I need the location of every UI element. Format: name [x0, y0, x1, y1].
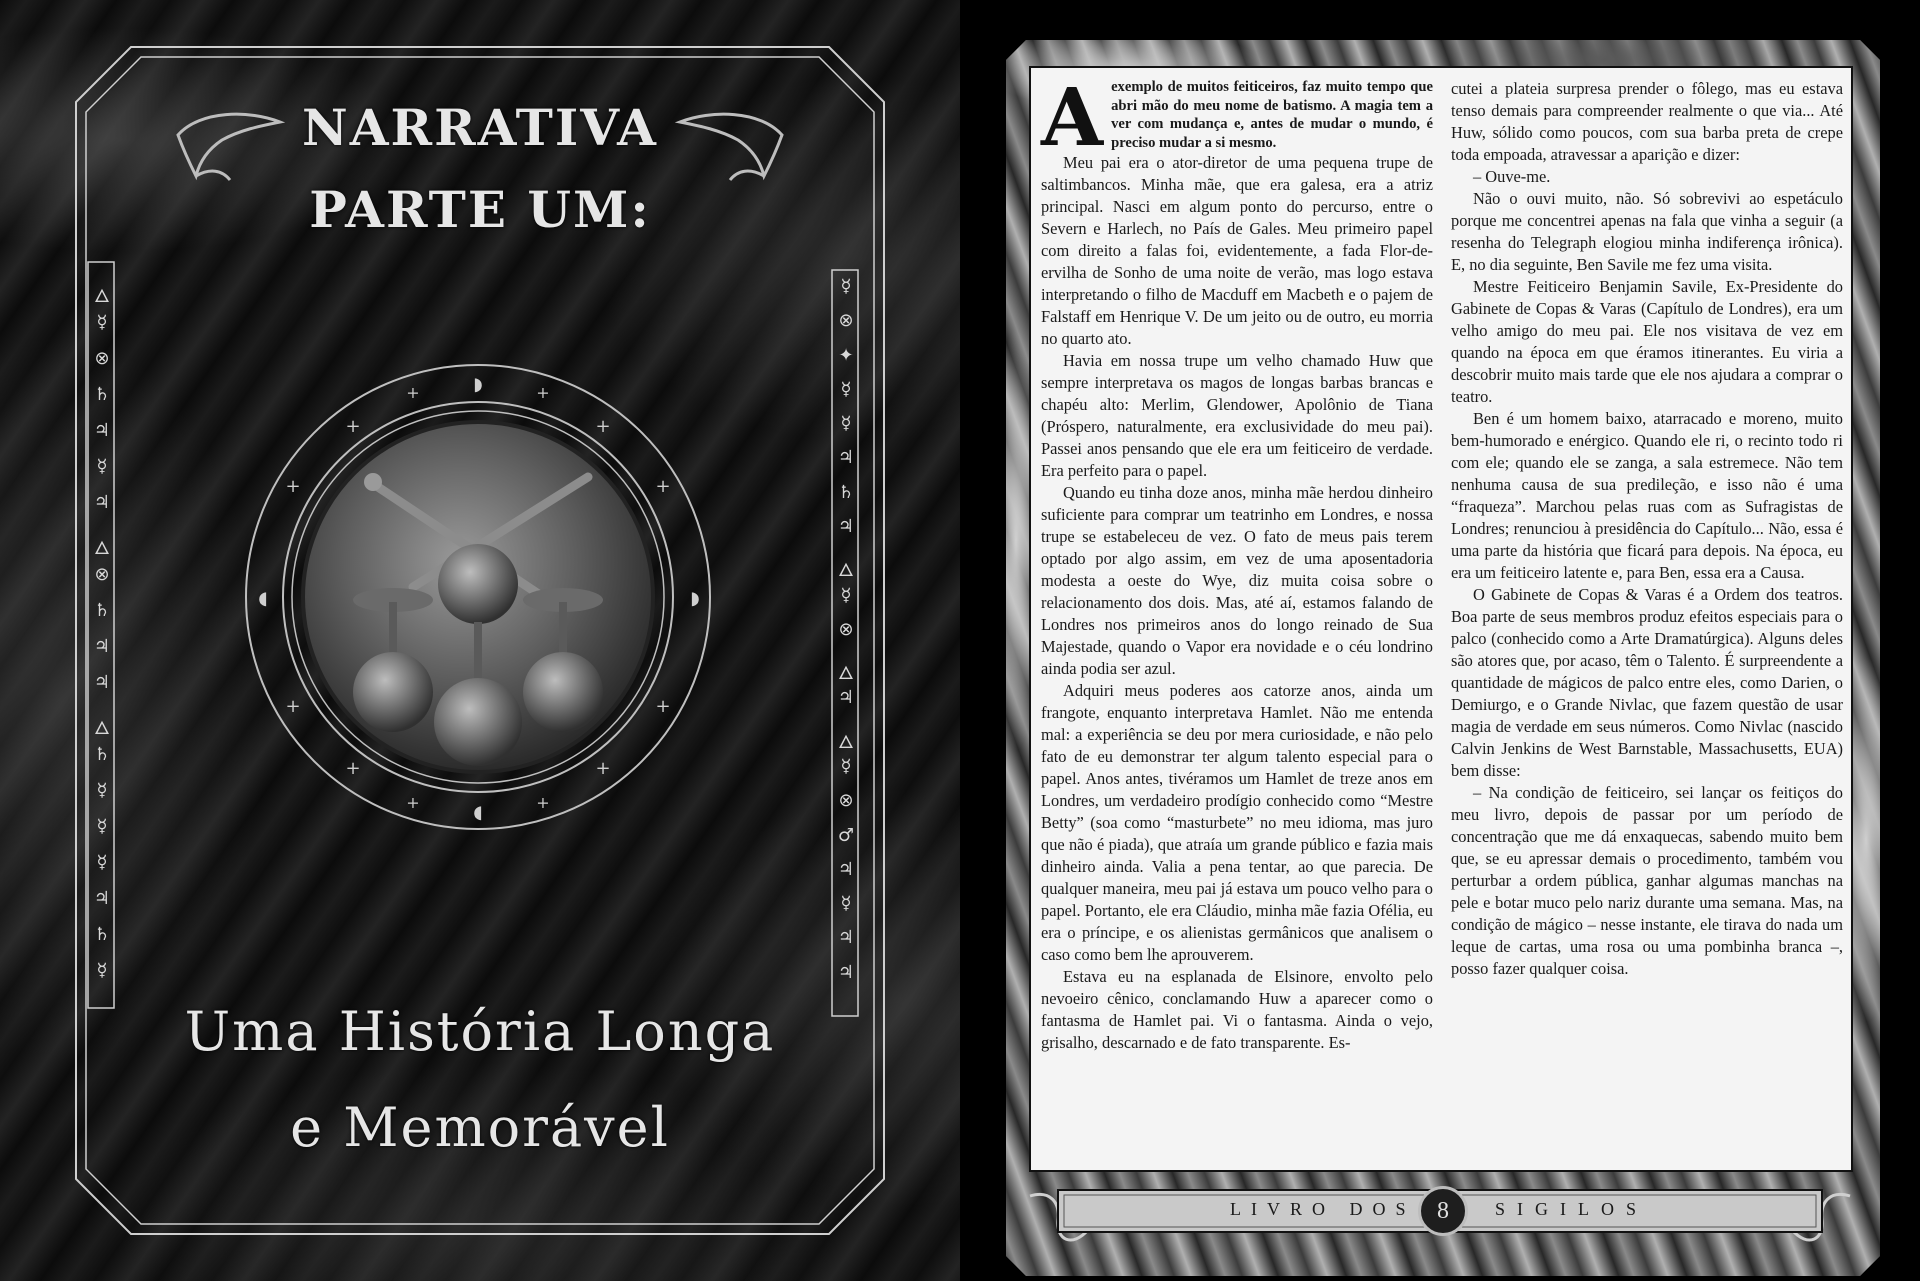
sigil-icon: ☿ [96, 960, 108, 981]
sigil-column-right [826, 276, 866, 996]
sigil-icon: ⊗ [94, 564, 110, 585]
paragraph: Não o ouvi muito, não. Só sobrevivi ao espetáculo porque me concentrei apenas na fala que vinha a seguir (a resenha do Telegraph elogiou minha indiferença irônica). E, no dia seguinte, Ben Savile me fez uma visita. [1451, 189, 1843, 274]
chapter-title-line2: PARTE UM: [309, 180, 651, 239]
svg-text:+: + [406, 793, 420, 812]
sigil-icon: ☿ [840, 756, 852, 777]
sigil-icon: 🜂 [94, 538, 110, 559]
right-page [960, 0, 1920, 1281]
sigil-icon: ♃ [93, 492, 111, 513]
svg-text:◖: ◖ [473, 802, 483, 823]
sigil-column-left [82, 276, 122, 996]
svg-text:+: + [285, 476, 301, 497]
sigil-icon: ☿ [840, 276, 852, 297]
svg-text:+: + [655, 696, 671, 717]
sigil-icon: ♄ [93, 600, 111, 621]
paragraph: Havia em nossa trupe um velho chamado Huw que sempre interpretava os magos de longas barbas brancas e chapéu alto: Merlim, Glendower, Apolônio de Tiana (Próspero, naturalmente, era exclusividade do meu pai). Passei anos pensando que ele era um feiticeiro de verdade. Era perfeito para o papel. [1041, 351, 1433, 480]
cups-and-wands-icon [243, 362, 713, 832]
paragraph: – Ouve-me. [1473, 167, 1551, 186]
sigil-icon: ☿ [96, 816, 108, 837]
dropcap: A [1041, 70, 1104, 164]
sigil-icon: ☿ [840, 893, 852, 915]
svg-text:+: + [595, 416, 611, 437]
intro-paragraph [1041, 70, 1433, 164]
svg-text:+: + [536, 793, 550, 812]
sigil-icon: ♃ [837, 927, 855, 949]
svg-text:+: + [536, 383, 550, 402]
chapter-subtitle-line2: e Memorável [290, 1096, 670, 1159]
sigil-icon: ♃ [837, 687, 855, 709]
text-column-2 [1451, 78, 1843, 980]
text-panel [1029, 66, 1853, 1172]
text-column-1 [1041, 70, 1433, 1054]
sigil-icon: ☿ [96, 780, 108, 801]
chapter-subtitle-line1: Uma História Longa [184, 1000, 776, 1063]
sigil-icon: ♄ [93, 744, 111, 765]
paragraph: Meu pai era o ator-diretor de uma pequena trupe de saltimbancos. Minha mãe, que era galesa, era a atriz principal. Nasci em algum ponto do percurso, entre o Severn e Harlech, no País de Gales. Meu primeiro papel com direito a falas foi, evidentemente, a fada Flor-de-ervilha de Sonho de uma noite de verão, mas logo estava interpretando o filho de Macduff em Macbeth e o pajem de Falstaff em Henrique V. De um jeito ou de outro, eu morria no quarto ato. [1041, 153, 1433, 348]
sigil-icon: ♃ [837, 858, 855, 880]
svg-text:◗: ◗ [690, 588, 700, 609]
sigil-icon: ♄ [837, 481, 855, 503]
sigil-icon: ☿ [96, 456, 108, 477]
sigil-icon: ☿ [96, 312, 108, 333]
sigil-icon: 🜂 [838, 731, 854, 753]
sigil-icon: ⊗ [838, 790, 854, 812]
paragraph: Adquiri meus poderes aos catorze anos, ainda um frangote, enquanto interpretava Hamlet. Não me entenda mal: a experiência se deu por mera curiosidade, e não pelo fato de eu demonstrar ter algum talento especial para o papel. Anos antes, tivéramos um Hamlet de treze anos em Londres, um verdadeiro prodígio conhecido como “Mestre Betty” (soa como “masturbete” no meu idioma, mas juro que não é piada), que atraía um grande público e fazia mais dinheiro ainda. Valia a pena tentar, ao que parecia. De qualquer maneira, meu pai já estava um pouco velho para o papel. Portanto, ele era Cláudio, minha mãe fazia Ofélia, eu era o príncipe, e os alienistas germânicos que analisem o caso como bem lhe aprouverem. [1041, 681, 1433, 964]
sigil-icon: ♃ [93, 420, 111, 441]
sigil-icon: ♃ [837, 961, 855, 983]
svg-text:+: + [655, 476, 671, 497]
svg-text:+: + [345, 416, 361, 437]
sigil-icon: ♃ [93, 636, 111, 657]
sigil-icon: ♃ [93, 672, 111, 693]
sigil-icon: ⊗ [94, 348, 110, 369]
sigil-icon: ☿ [96, 852, 108, 873]
footer-book-title-right: SIGILOS [1495, 1199, 1649, 1219]
svg-text:◖: ◖ [258, 588, 268, 609]
footer-book-title-left: LIVRO DOS [1230, 1199, 1416, 1219]
sigil-icon: ♃ [837, 447, 855, 469]
intro-text: exemplo de muitos feiticeiros, faz muito tempo que abri mão do meu nome de batismo. A magia tem a ver com mudança e, antes de mudar o mundo, é preciso mudar a si mesmo. [1111, 79, 1433, 151]
sigil-icon: ⊗ [838, 618, 854, 640]
sigil-icon: 🜂 [94, 718, 110, 739]
sigil-icon: 🜂 [838, 663, 854, 685]
sigil-icon: ☿ [840, 584, 852, 606]
sigil-icon: ♃ [93, 888, 111, 909]
page-number: 8 [1418, 1186, 1468, 1236]
svg-text:◗: ◗ [473, 374, 483, 395]
sigil-icon: 🜂 [838, 560, 854, 582]
svg-text:+: + [345, 758, 361, 779]
sigil-icon: ♂ [837, 824, 855, 846]
svg-text:+: + [285, 696, 301, 717]
sigil-icon: ♄ [93, 384, 111, 405]
sigil-icon: 🜂 [94, 286, 110, 307]
sigil-icon: ⊗ [838, 310, 854, 332]
sigil-icon: ♄ [93, 924, 111, 945]
sigil-icon: ☿ [840, 378, 852, 400]
paragraph: – Na condição de feiticeiro, sei lançar os feitiços do meu livro, depois de passar por um período de concentração que me dá enxaquecas, sabendo muito bem que, se eu apressar demais o procedimento, também vou perturbar a ordem pública, ganhar algumas manchas na pele e botar muco pelo nariz durante uma semana. Mas, na condição de mágico – nesse instante, ele tirava do nada um leque de cartas, uma rosa ou uma pombinha branca –, posso fazer qualquer coisa. [1451, 783, 1843, 978]
chapter-title-line1: NARRATIVA [302, 98, 658, 157]
sigil-icon: ♃ [837, 516, 855, 537]
sigil-icon: ☿ [840, 413, 852, 435]
paragraph: Ben é um homem baixo, atarracado e moreno, muito bem-humorado e enérgico. Quando ele ri, o recinto todo ri com ele; quando ele se zanga, a sala estremece. Não tem nenhuma causa de sua predileção, e isso não é uma “fraqueza”. Marchou pelas ruas com as Sufragistas de Londres; renunciou à presidência do Capítulo... Não, essa é uma parte da história que ficará para depois. Na época, eu era um feiticeiro latente e, para Ben, essa era a Causa. [1451, 409, 1843, 582]
paragraph: Estava eu na esplanada de Elsinore, envolto pelo nevoeiro cênico, conclamando Huw a aparecer como o fantasma de Hamlet pai. Vi o fantasma. Ainda o vejo, grisalho, descarnado e de fato transparente. Es- [1041, 967, 1433, 1052]
paragraph: cutei a plateia surpresa prender o fôlego, mas eu estava tenso demais para compreender realmente o que via... Até Huw, sólido como poucos, com sua barba preta de crepe toda empoada, atravessar a aparição e dizer: [1451, 79, 1843, 164]
svg-text:+: + [595, 758, 611, 779]
svg-text:+: + [406, 383, 420, 402]
paragraph: Mestre Feiticeiro Benjamin Savile, Ex-Presidente do Gabinete de Copas & Varas (Capítulo de Londres), era um velho amigo do meu pai. Ele nos visitava de vez em quando na época em que éramos itinerantes. Eu viria a descobrir muito mais tarde que ele nos ajudara a comprar o teatro. [1451, 277, 1843, 406]
paragraph: Quando eu tinha doze anos, minha mãe herdou dinheiro suficiente para comprar um teatrinho em Londres, e nossa trupe se estabeleceu de vez. O fato de meus pais terem optado por algo assim, em vez de uma aposentadoria modesta a oeste do Wye, diz muita coisa sobre o relacionamento dos dois. Mas, até aí, estamos falando de Londres nos primeiros anos do longo reinado de Sua Majestade, quando o Vapor era novidade e o céu londrino ainda podia ser azul. [1041, 483, 1433, 678]
paragraph: O Gabinete de Copas & Varas é a Ordem dos teatros. Boa parte de seus membros produz efeitos especiais para o palco (conhecido como a Arte Dramatúrgica). Alguns deles são atores que, por acaso, têm o Talento. É surpreendente a quantidade de mágicos de palco entre eles, como Darien, o Demiurgo, e o Grande Nivlac, que fazem questão de usar magia de verdade em seus números. Como Nivlac (nascido Calvin Jenkins de West Barnstable, Massachusetts, EUA) bem disse: [1451, 585, 1843, 780]
sigil-icon: ✦ [838, 344, 854, 366]
